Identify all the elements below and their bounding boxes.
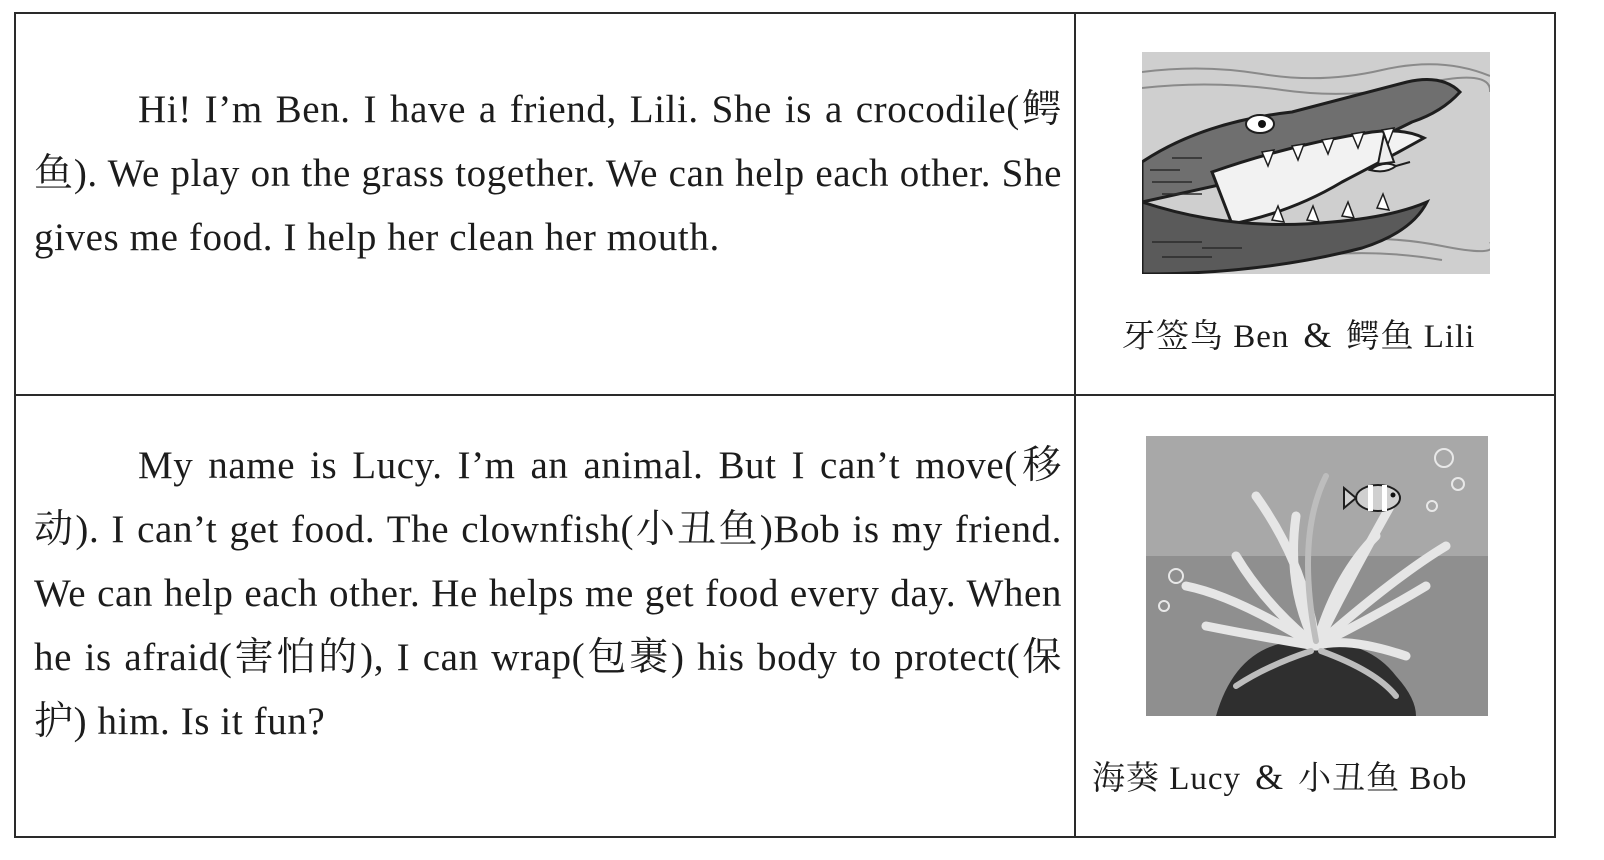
anemone-clownfish-image xyxy=(1146,436,1488,716)
caption-lucy: 海葵 Lucy xyxy=(1092,761,1242,797)
passage-ben-text: Hi! I’m Ben. I have a friend, Lili. She is a crocodile(鳄鱼). We play on the grass together. We can help each other. She gives me food. I help her clean her mouth. xyxy=(34,88,1062,259)
passage-lucy xyxy=(34,434,1062,754)
table-row-lucy-bob xyxy=(16,394,1554,838)
sea-anemone-illustration xyxy=(1146,436,1488,716)
caption-lucy-bob xyxy=(1092,752,1467,799)
reading-table xyxy=(14,12,1556,838)
crocodile-illustration xyxy=(1142,52,1490,274)
caption-lili: 鳄鱼 Lili xyxy=(1346,319,1476,355)
caption-ben-lili xyxy=(1122,310,1475,357)
ampersand: & xyxy=(1303,315,1333,355)
ampersand: & xyxy=(1255,757,1285,797)
table-row-ben-lili xyxy=(16,14,1554,396)
caption-ben: 牙签鸟 Ben xyxy=(1122,319,1290,355)
crocodile-bird-image xyxy=(1142,52,1490,274)
passage-lucy-text: My name is Lucy. I’m an animal. But I can’t move(移动). I can’t get food. The clownfish(小丑鱼)Bob is my friend. We can help each other. He helps me get food every day. When he is afraid(害怕的), I can wrap(包裹) his body to protect(保护) him. Is it fun? xyxy=(34,444,1062,743)
caption-bob: 小丑鱼 Bob xyxy=(1298,761,1468,797)
passage-ben xyxy=(34,78,1062,270)
column-divider xyxy=(1074,394,1076,838)
column-divider xyxy=(1074,14,1076,394)
